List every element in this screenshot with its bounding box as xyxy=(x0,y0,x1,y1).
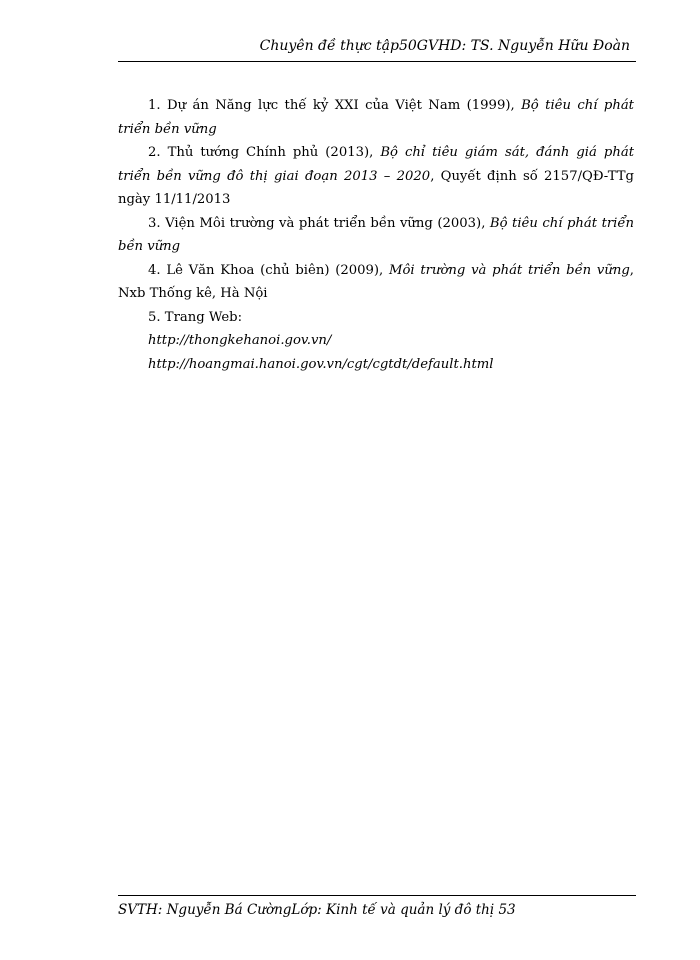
reference-title: Bộ tiêu chí phát triển bền vững xyxy=(118,98,634,137)
reference-title: Môi trường và phát triển bền vững xyxy=(388,262,630,278)
website-url[interactable]: http://thongkehanoi.gov.vn/ xyxy=(148,333,332,348)
reference-details: , Quyết định số 2157/QĐ-TTg ngày 11/11/2013 xyxy=(118,168,634,207)
page-header: Chuyên đề thực tập50GVHD: TS. Nguyễn Hữu Đoàn xyxy=(259,38,630,54)
header-divider xyxy=(118,61,636,62)
reference-author: 3. Viện Môi trường và phát triển bền vững (2003), xyxy=(148,215,490,231)
reference-list xyxy=(118,94,634,376)
reference-title: Bộ chỉ tiêu giám sát, đánh giá phát triển bền vững đô thị giai đoạn 2013 – 2020 xyxy=(118,145,634,184)
reference-author: 2. Thủ tướng Chính phủ (2013), xyxy=(148,145,381,160)
reference-item-3 xyxy=(118,212,634,259)
reference-item-1 xyxy=(118,94,634,141)
reference-item-4 xyxy=(118,259,634,306)
reference-title: Bộ tiêu chí phát triển bền vững xyxy=(118,215,634,254)
reference-author: 4. Lê Văn Khoa (chủ biên) (2009), xyxy=(148,262,389,278)
website-url[interactable]: http://hoangmai.hanoi.gov.vn/cgt/cgtdt/default.html xyxy=(148,356,494,372)
reference-item-2 xyxy=(118,141,634,212)
website-link-2[interactable] xyxy=(118,353,634,377)
reference-details: , Nxb Thống kê, Hà Nội xyxy=(118,262,634,301)
footer-divider xyxy=(118,895,636,896)
page-footer: SVTH: Nguyễn Bá CườngLớp: Kinh tế và quản lý đô thị 53 xyxy=(118,902,516,918)
reference-author: 1. Dự án Năng lực thế kỷ XXI của Việt Nam (1999), xyxy=(148,98,522,113)
websites-label: 5. Trang Web: xyxy=(148,309,243,325)
website-link-1[interactable] xyxy=(118,329,634,353)
